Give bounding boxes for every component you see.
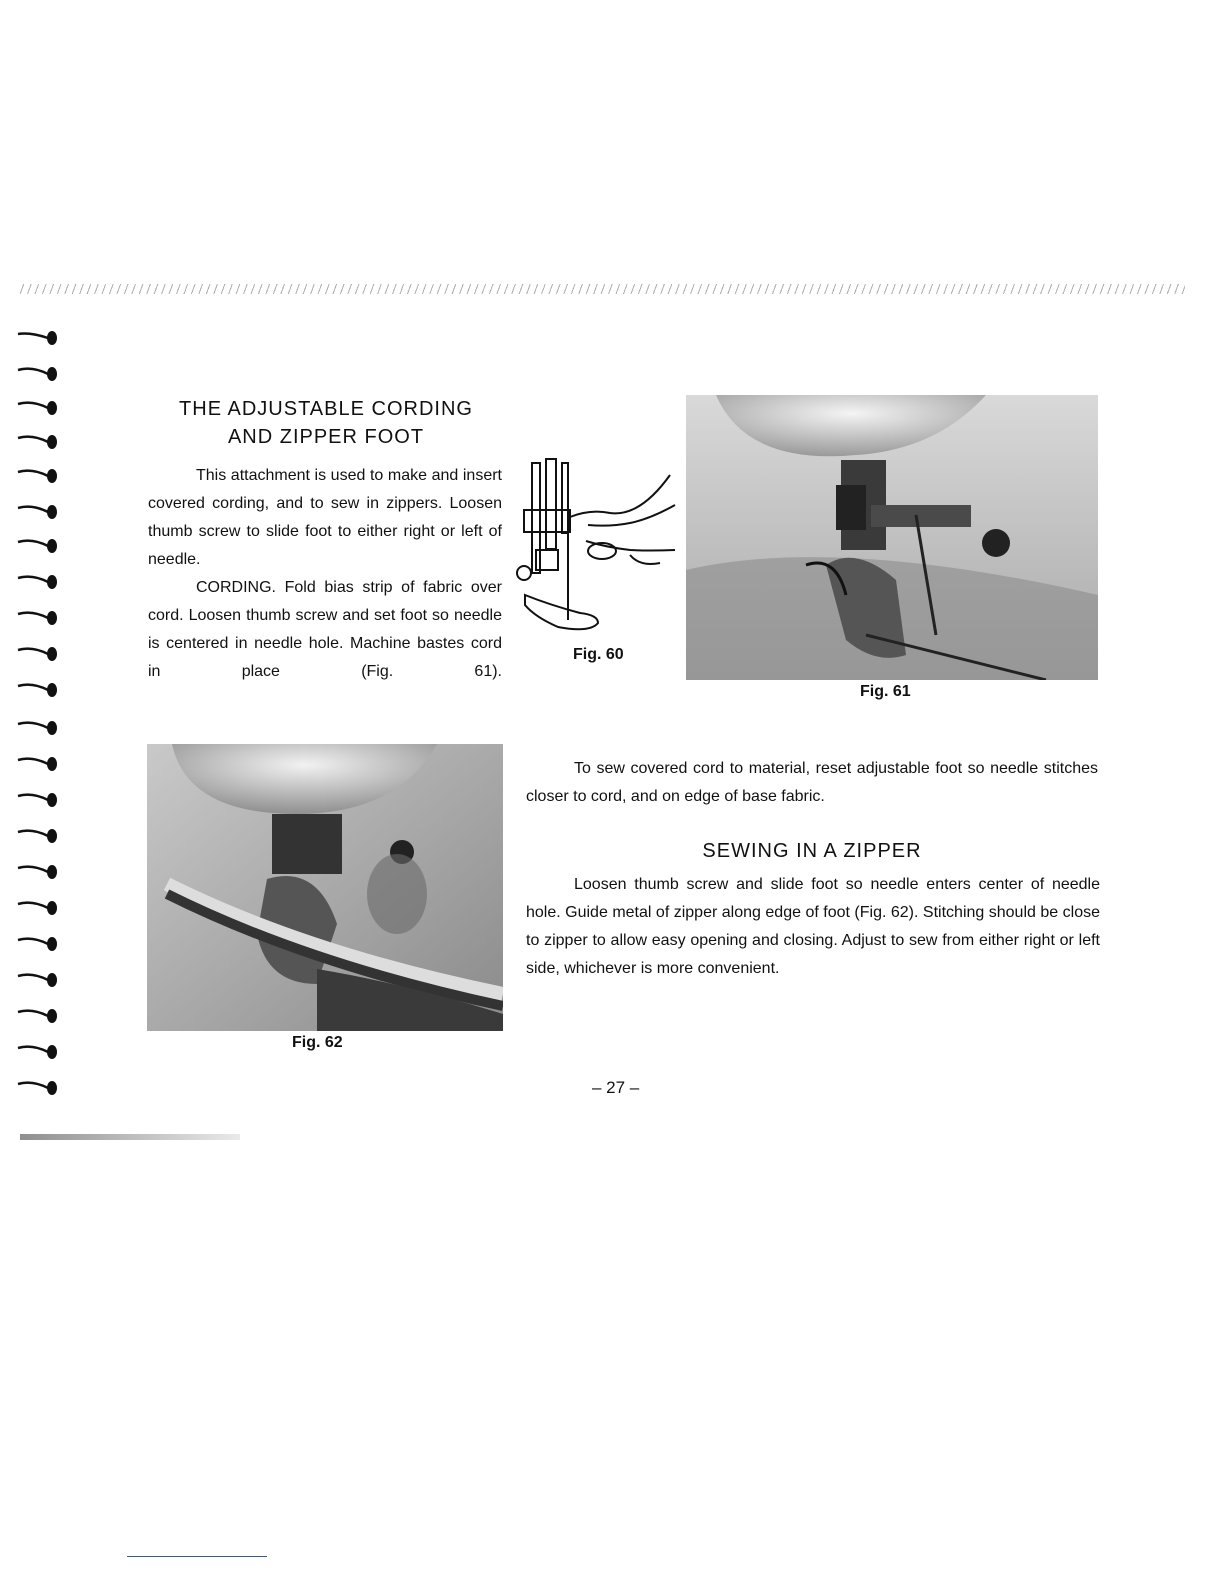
zipper-text [526,871,1100,983]
cording-paragraph: CORDING. Fold bias strip of fabric over cord. Loosen thumb screw and set foot so needle is centered in needle hole. Machine bastes cord in place (Fig. 61). [148,579,502,680]
zipper-title: SEWING IN A ZIPPER [702,840,922,862]
fig60-illustration [510,455,680,640]
underline-mark [127,1556,267,1557]
fig61-photo [686,395,1098,680]
zipper-paragraph: Loosen thumb screw and slide foot so needle enters center of needle hole. Guide metal of zipper along edge of foot (Fig. 62). Stitching should be close to zipper to allow easy opening and closing. Adjust to sew from either right or left side, whichever is more convenient. [526,876,1100,977]
fig61-caption: Fig. 61 [860,683,911,700]
covered-cord-text [526,755,1098,811]
fig62-photo [147,744,503,1031]
section-title [148,395,504,451]
scan-bottom-edge [20,1134,240,1140]
attachment-paragraph: This attachment is used to make and insert covered cording, and to sew in zippers. Loosen thumb screw to slide foot to either right or left of needle. [148,467,502,568]
spiral-binding [10,320,70,1120]
fig62-caption: Fig. 62 [292,1034,343,1051]
page-number: – 27 – [592,1078,640,1097]
section-title-line2: AND ZIPPER FOOT [227,426,425,448]
scan-top-edge [20,284,1185,294]
section-title-line1: THE ADJUSTABLE CORDING [179,398,473,420]
fig60-caption: Fig. 60 [573,646,624,663]
covered-cord-paragraph: To sew covered cord to material, reset adjustable foot so needle stitches closer to cord, and on edge of base fabric. [526,760,1098,805]
intro-text [148,462,502,686]
